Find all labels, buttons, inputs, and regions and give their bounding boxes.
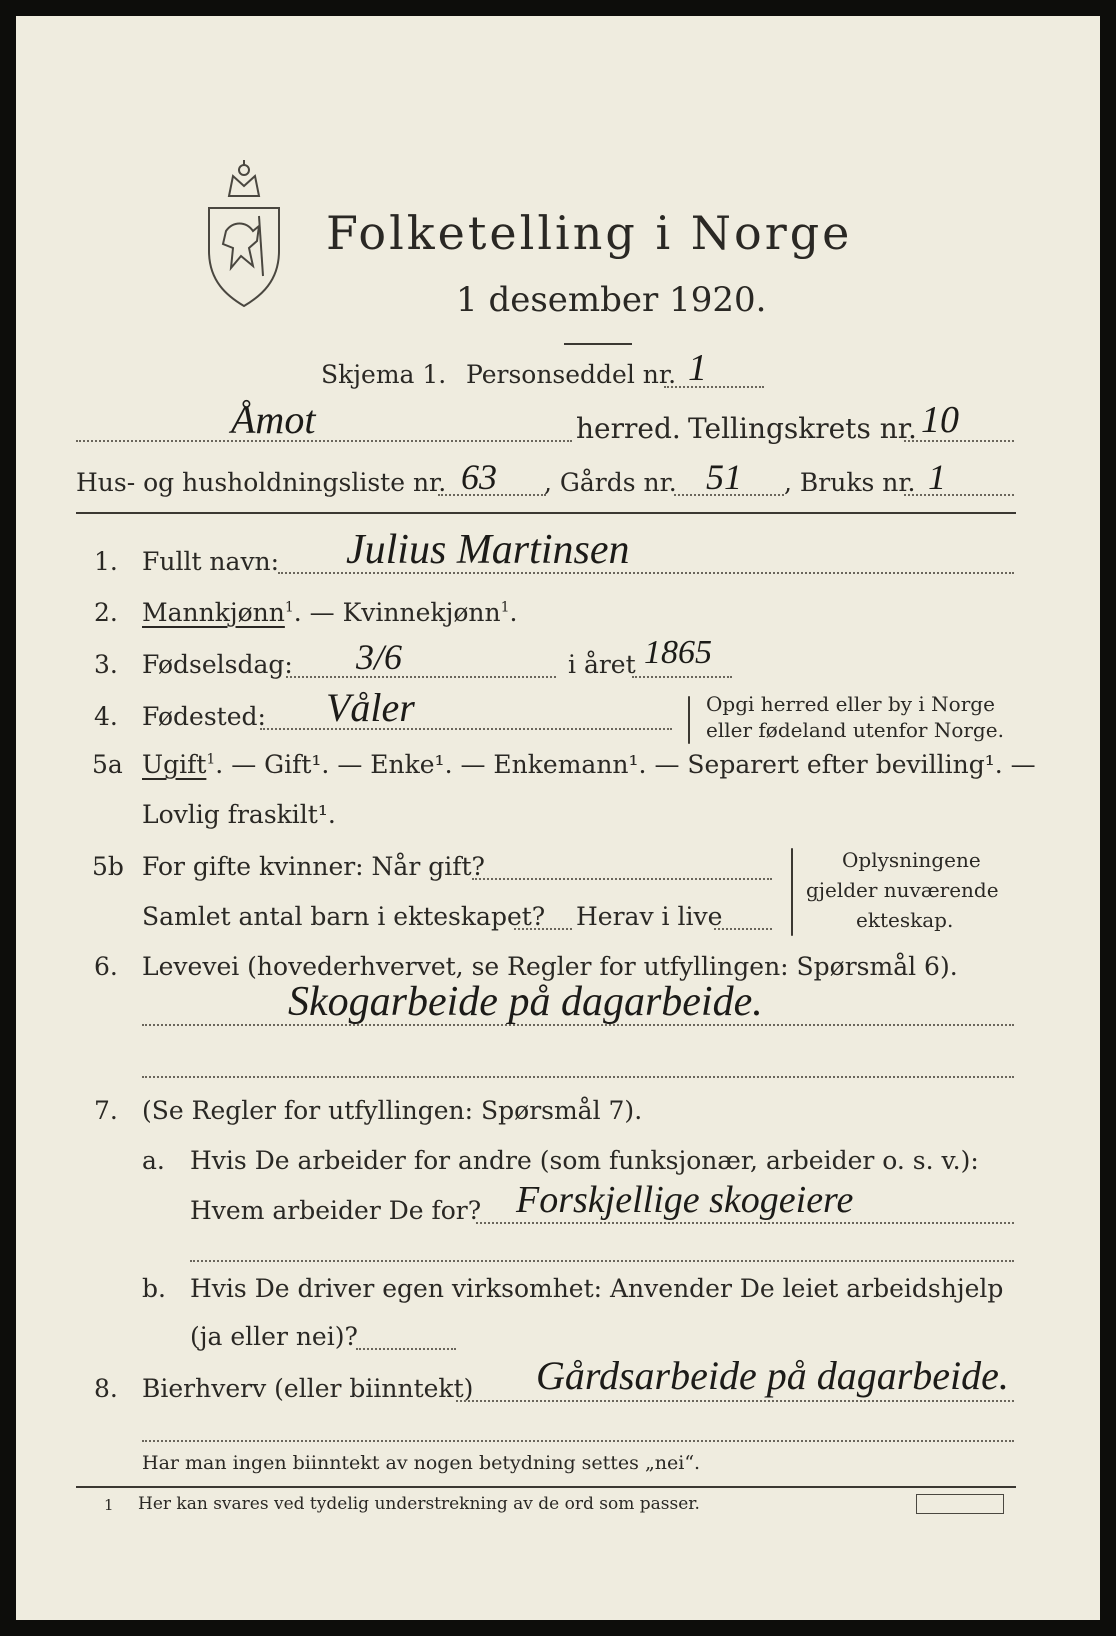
full-name-value[interactable]: Julius Martinsen — [346, 527, 630, 573]
q5b-label2: Samlet antal barn i ekteskapet? — [142, 902, 546, 931]
header-divider — [76, 512, 1016, 514]
q5b-note-line1: Oplysningene — [842, 848, 981, 872]
birthyear-value[interactable]: 1865 — [644, 634, 712, 671]
census-date: 1 desember 1920. — [456, 280, 767, 320]
footnote-text: Her kan svares ved tydelig understrekning av de ord som passer. — [138, 1494, 700, 1514]
herred-value[interactable]: Åmot — [231, 397, 316, 442]
q2-number: 2. — [94, 598, 118, 627]
employer-value[interactable]: Forskjellige skogeiere — [516, 1179, 854, 1221]
q5b-note-line2: gjelder nuværende — [806, 878, 999, 902]
birthdate-value[interactable]: 3/6 — [356, 637, 403, 677]
q2-options: Mannkjønn$^1$. — Kvinnekjønn$^1$. — [142, 598, 518, 627]
q5a-options: Ugift$^1$. — Gift¹. — Enke¹. — Enkemann¹. — Separert efter bevilling¹. — — [142, 750, 1036, 779]
hus-label: Hus- og husholdningsliste nr. — [76, 468, 447, 497]
hus-value[interactable]: 63 — [461, 457, 497, 497]
q4-note-line2: eller fødeland utenfor Norge. — [706, 718, 1004, 742]
q5b-number: 5b — [92, 852, 124, 881]
census-form — [16, 16, 1100, 1620]
gards-label: , Gårds nr. — [544, 468, 677, 497]
q6-number: 6. — [94, 952, 118, 981]
q8-label: Bierhverv (eller biinntekt) — [142, 1374, 474, 1403]
coat-of-arms-icon — [201, 156, 287, 312]
bruks-label: , Bruks nr. — [784, 468, 916, 497]
printer-stamp — [916, 1494, 1004, 1514]
title-rule — [564, 343, 632, 345]
personseddel-value[interactable]: 1 — [688, 347, 707, 389]
option-mannkjonn[interactable]: Mannkjønn — [142, 598, 285, 627]
q5b-note-line3: ekteskap. — [856, 908, 954, 932]
q5a-line2: Lovlig fraskilt¹. — [142, 800, 336, 829]
q7-number: 7. — [94, 1096, 118, 1125]
gards-value[interactable]: 51 — [706, 457, 742, 497]
q5a-other-options: . — Gift¹. — Enke¹. — Enkemann¹. — Separert efter bevilling¹. — — [215, 750, 1036, 779]
footer-note: Har man ingen biinntekt av nogen betydning settes „nei“. — [142, 1452, 701, 1474]
q7a-number: a. — [142, 1146, 165, 1175]
q6-label: Levevei (hovederhvervet, se Regler for utfyllingen: Spørsmål 6). — [142, 952, 958, 981]
q7b-number: b. — [142, 1274, 166, 1303]
option-kvinnekjonn[interactable]: Kvinnekjønn — [342, 598, 501, 627]
q5a-number: 5a — [92, 750, 123, 779]
personseddel-label: Personseddel nr. — [466, 360, 677, 389]
q7b-text: Hvis De driver egen virksomhet: Anvender De leiet arbeidshjelp — [190, 1274, 1004, 1303]
q1-number: 1. — [94, 547, 118, 576]
herred-label: herred. — [576, 412, 681, 445]
bruks-value[interactable]: 1 — [928, 457, 946, 497]
q8-number: 8. — [94, 1374, 118, 1403]
tellingskrets-value[interactable]: 10 — [921, 399, 959, 441]
side-income-value[interactable]: Gårdsarbeide på dagarbeide. — [536, 1353, 1009, 1398]
footnote-number: 1 — [104, 1496, 114, 1514]
q5b-label1: For gifte kvinner: Når gift? — [142, 852, 485, 881]
q4-label: Fødested: — [142, 702, 266, 731]
schema-label: Skjema 1. — [321, 360, 447, 389]
tellingskrets-label: Tellingskrets nr. — [688, 412, 917, 445]
q7-label: (Se Regler for utfyllingen: Spørsmål 7). — [142, 1096, 643, 1125]
q3-label: Fødselsdag: — [142, 650, 293, 679]
occupation-value[interactable]: Skogarbeide på dagarbeide. — [288, 979, 763, 1025]
q4-note-line1: Opgi herred eller by i Norge — [706, 692, 995, 716]
q7a-text: Hvis De arbeider for andre (som funksjonær, arbeider o. s. v.): — [190, 1146, 979, 1175]
birthplace-value[interactable]: Våler — [326, 685, 415, 730]
year-label: i året — [568, 650, 636, 679]
q3-number: 3. — [94, 650, 118, 679]
q1-label: Fullt navn: — [142, 547, 280, 576]
option-ugift[interactable]: Ugift — [142, 750, 207, 779]
form-title: Folketelling i Norge — [326, 206, 853, 260]
footer-divider — [76, 1486, 1016, 1488]
q7b-question: (ja eller nei)? — [190, 1322, 358, 1351]
q4-number: 4. — [94, 702, 118, 731]
q7a-question: Hvem arbeider De for? — [190, 1196, 482, 1225]
q5b-label3: Herav i live — [576, 902, 723, 931]
